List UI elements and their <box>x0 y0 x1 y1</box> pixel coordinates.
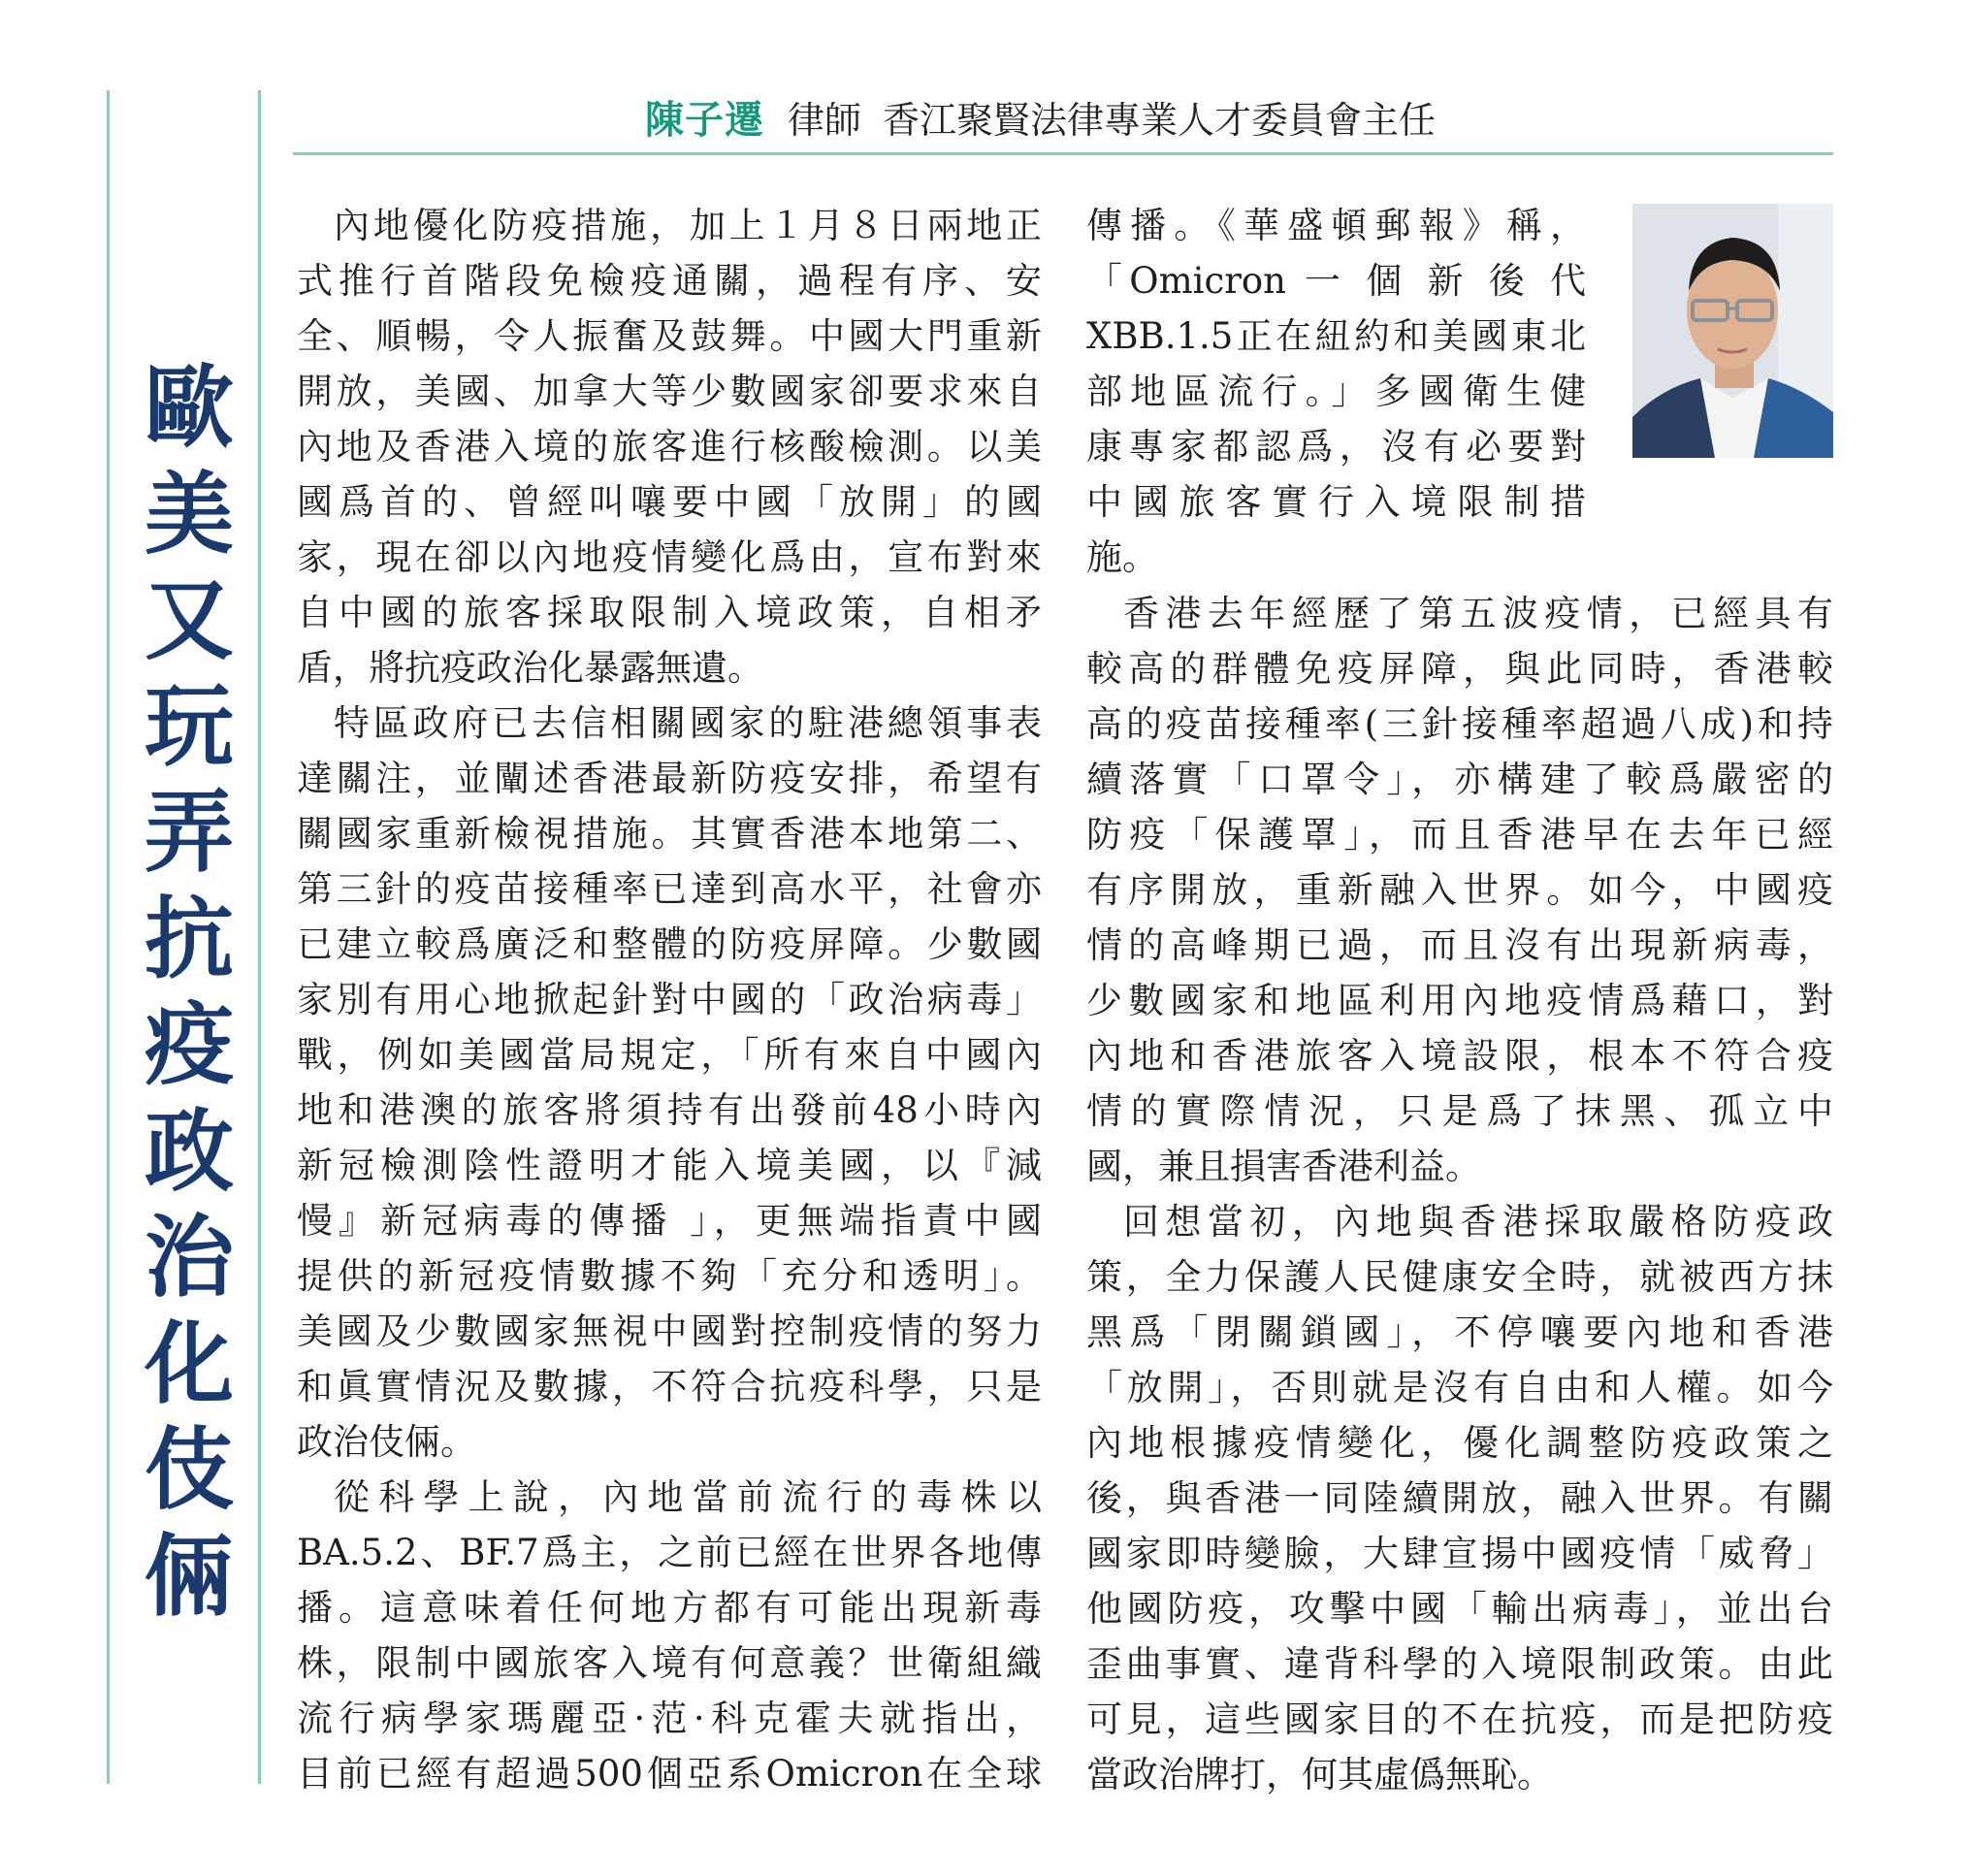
article-line: 中國旅客實行入境限制措 <box>1086 481 1586 523</box>
headline-char: 歐 <box>144 356 234 460</box>
byline <box>645 89 1437 143</box>
article-line: 株，限制中國旅客入境有何意義？世衛組織 <box>297 1642 1042 1684</box>
article-line: 施。 <box>1086 536 1158 578</box>
article-line: 和眞實情況及數據，不符合抗疫科學，只是 <box>297 1366 1042 1407</box>
article-line: 提供的新冠疫情數據不夠「充分和透明」。 <box>297 1255 1042 1297</box>
article-line: 香港去年經歷了第五波疫情，已經具有 <box>1123 593 1833 634</box>
article-line: 家，現在卻以內地疫情變化爲由，宣布對來 <box>297 536 1042 578</box>
article-line: 續落實「口罩令」，亦構建了較爲嚴密的 <box>1086 759 1833 800</box>
article-column-right-top <box>1086 198 1586 585</box>
article-line: 政治伎倆。 <box>297 1421 476 1463</box>
article-line: 防疫「保護罩」，而且香港早在去年已經 <box>1086 814 1833 856</box>
article-line: 從科學上說，內地當前流行的毒株以 <box>334 1476 1042 1518</box>
article-line: 已建立較爲廣泛和整體的防疫屏障。少數國 <box>297 923 1042 965</box>
article-line: 康專家都認爲，沒有必要對 <box>1086 426 1586 468</box>
article-line: BA.5.2、BF.7爲主，之前已經在世界各地傳 <box>297 1532 1042 1573</box>
article-line: 他國防疫，攻擊中國「輸出病毒」，並出台 <box>1086 1588 1833 1630</box>
headline-char: 倆 <box>144 1524 234 1629</box>
article-line: 傳播。《華盛頓郵報》稱， <box>1086 205 1586 246</box>
article-line: 內地及香港入境的旅客進行核酸檢測。以美 <box>297 426 1042 468</box>
article-line: 國爲首的、曾經叫嚷要中國「放開」的國 <box>297 481 1042 523</box>
article-line: 全、順暢，令人振奮及鼓舞。中國大門重新 <box>297 315 1042 357</box>
headline-char: 抗 <box>144 887 234 991</box>
article-line: 開放，美國、加拿大等少數國家卻要求來自 <box>297 371 1042 412</box>
article-line: 高的疫苗接種率(三針接種率超過八成)和持 <box>1086 703 1833 745</box>
article-line: 關國家重新檢視措施。其實香港本地第二、 <box>297 813 1042 855</box>
article-line: 播。這意味着任何地方都有可能出現新毒 <box>297 1587 1042 1629</box>
article-line: XBB.1.5正在紐約和美國東北 <box>1086 315 1586 357</box>
article-line: 地和港澳的旅客將須持有出發前48小時內 <box>297 1089 1042 1131</box>
article-line: 可見，這些國家目的不在抗疫，而是把防疫 <box>1086 1698 1833 1740</box>
author-profession: 律師 <box>788 99 862 142</box>
article-line: 情的高峰期已過，而且沒有出現新病毒， <box>1086 924 1833 966</box>
article-line: 目前已經有超過500個亞系Omicron在全球 <box>297 1753 1042 1795</box>
article-line: 戰，例如美國當局規定，「所有來自中國內 <box>297 1034 1042 1076</box>
portrait-image-icon <box>1632 204 1833 458</box>
headline-char: 疫 <box>144 993 234 1097</box>
article-line: 「放開」，否則就是沒有自由和人權。如今 <box>1086 1367 1833 1408</box>
headline-char: 化 <box>144 1311 234 1416</box>
headline <box>126 355 252 1630</box>
article-column-left <box>297 198 1042 1801</box>
article-line: 內地根據疫情變化，優化調整防疫政策之 <box>1086 1422 1833 1464</box>
headline-divider-line <box>258 90 261 1784</box>
article-line: 自中國的旅客採取限制入境政策，自相矛 <box>297 592 1042 633</box>
article-line: 新冠檢測陰性證明才能入境美國，以『減 <box>297 1145 1042 1186</box>
article-line: 第三針的疫苗接種率已達到高水平，社會亦 <box>297 868 1042 910</box>
author-name: 陳子遷 <box>645 98 764 143</box>
article-line: 國，兼且損害香港利益。 <box>1086 1146 1481 1187</box>
article-line: 特區政府已去信相關國家的駐港總領事表 <box>334 702 1042 744</box>
headline-char: 治 <box>144 1206 234 1310</box>
article-line: 少數國家和地區利用內地疫情爲藉口，對 <box>1086 980 1833 1021</box>
article-line: 「Omicron 一 個 新 後 代 <box>1086 260 1586 302</box>
article-line: 內地優化防疫措施，加上１月８日兩地正 <box>334 205 1042 246</box>
byline-rule <box>293 152 1833 155</box>
article-line: 式推行首階段免檢疫通關，過程有序、安 <box>297 260 1042 302</box>
article-line: 歪曲事實、違背科學的入境限制政策。由此 <box>1086 1643 1833 1685</box>
article-line: 美國及少數國家無視中國對控制疫情的努力 <box>297 1310 1042 1352</box>
article-line: 有序開放，重新融入世界。如今，中國疫 <box>1086 869 1833 911</box>
article-line: 流行病學家瑪麗亞·范·科克霍夫就指出， <box>297 1698 1042 1739</box>
headline-char: 又 <box>144 568 234 672</box>
article-line: 回想當初，內地與香港採取嚴格防疫政 <box>1123 1201 1833 1243</box>
author-position: 香江聚賢法律專業人才委員會主任 <box>883 99 1437 142</box>
article-line: 內地和香港旅客入境設限，根本不符合疫 <box>1086 1035 1833 1077</box>
article-line: 策，全力保護人民健康安全時，就被西方抹 <box>1086 1256 1833 1298</box>
article-line: 當政治牌打，何其虛僞無恥。 <box>1086 1754 1553 1795</box>
headline-char: 政 <box>144 1099 234 1204</box>
author-photo <box>1632 204 1833 458</box>
article-line: 達關注，並闡述香港最新防疫安排，希望有 <box>297 758 1042 799</box>
article-column-right-bottom <box>1086 586 1833 1802</box>
left-border-line <box>107 90 110 1784</box>
article-line: 國家即時變臉，大肆宣揚中國疫情「威脅」 <box>1086 1533 1833 1574</box>
article-line: 慢』新冠病毒的傳播 」，更無端指責中國 <box>297 1200 1042 1242</box>
headline-char: 弄 <box>144 781 234 885</box>
article-line: 情的實際情況，只是爲了抹黑、孤立中 <box>1086 1090 1833 1132</box>
headline-char: 玩 <box>144 674 234 779</box>
article-line: 後，與香港一同陸續開放，融入世界。有關 <box>1086 1477 1833 1519</box>
article-line: 盾，將抗疫政治化暴露無遺。 <box>297 647 763 689</box>
article-line: 家別有用心地掀起針對中國的「政治病毒」 <box>297 979 1042 1020</box>
article-line: 部地區流行。」多國衛生健 <box>1086 371 1586 412</box>
headline-char: 伎 <box>144 1418 234 1522</box>
headline-char: 美 <box>144 462 234 566</box>
article-line: 較高的群體免疫屏障，與此同時，香港較 <box>1086 648 1833 690</box>
article-line: 黑爲「閉關鎖國」，不停嚷要內地和香港 <box>1086 1311 1833 1353</box>
